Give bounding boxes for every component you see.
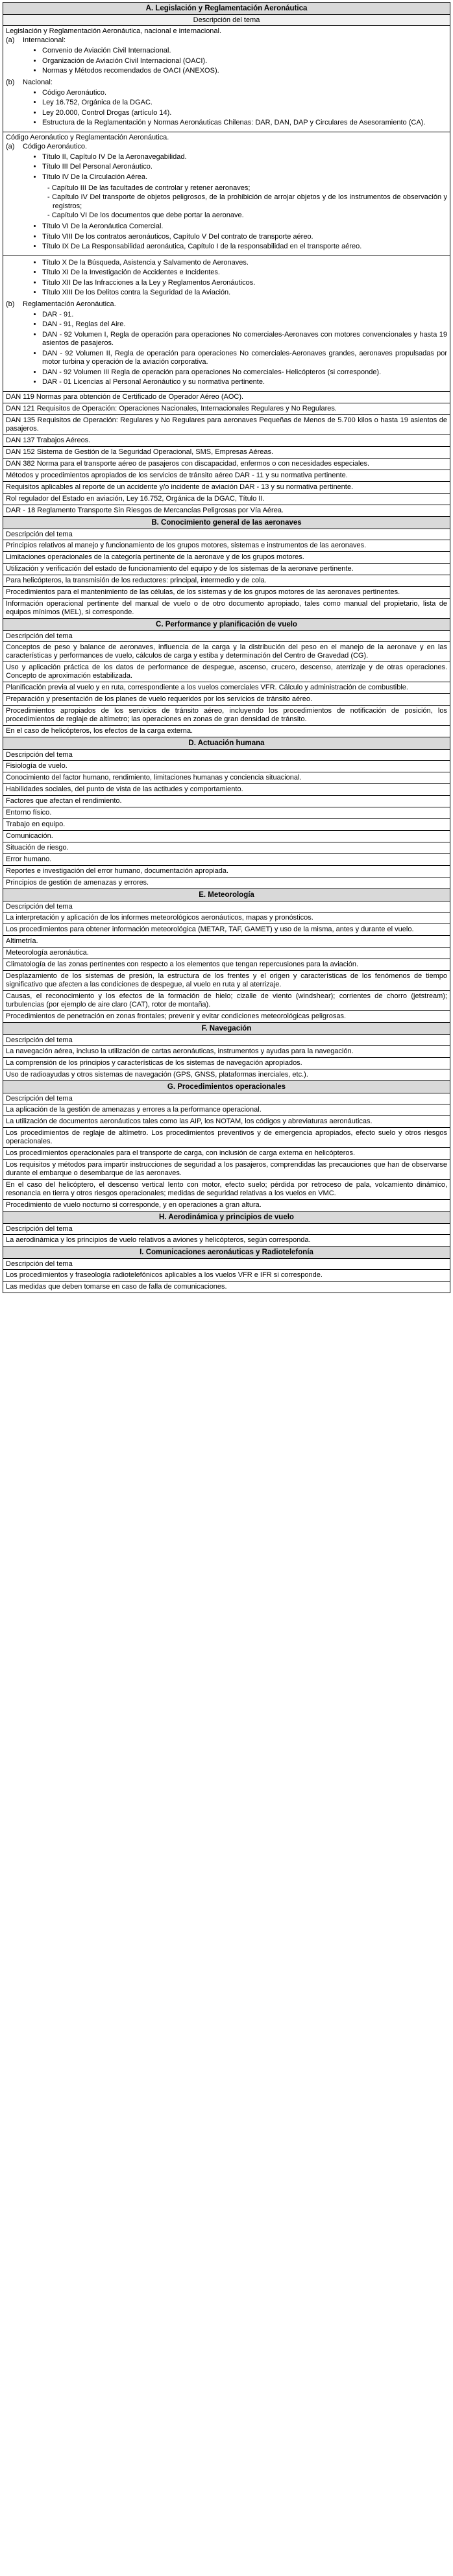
list-item: • Título IV De la Circulación Aérea. xyxy=(42,173,447,183)
section-a-description-header: Descripción del tema xyxy=(3,15,450,26)
table-row: DAR - 18 Reglamento Transporte Sin Riesgos de Mercancías Peligrosas por Vía Aérea. xyxy=(3,505,450,517)
table-row: La aerodinámica y los principios de vuelo relativos a aviones y helicópteros, según corresponda. xyxy=(3,1235,450,1246)
section-b-title: B. Conocimiento general de las aeronaves xyxy=(3,517,450,529)
table-row: Principios relativos al manejo y funcionamiento de los grupos motores, sistemas e instrumentos de las aeronaves. xyxy=(3,540,450,552)
table-row: Factores que afectan el rendimiento. xyxy=(3,796,450,807)
table-row: Desplazamiento de los sistemas de presión, la estructura de los frentes y el origen y características de los fenómenos de tiempo significativo que afecten a las condiciones de despegue, al vuelo en ruta y al aterrizaje. xyxy=(3,971,450,991)
list-item: • Título II, Capítulo IV De la Aeronavegabilidad. xyxy=(42,152,447,163)
table-row: Procedimientos de penetración en zonas frontales; prevenir y evitar condiciones meteorológicas peligrosas. xyxy=(3,1011,450,1023)
codigo-heading: Código Aeronáutico y Reglamentación Aeronáutica. xyxy=(6,133,169,141)
table-row: Los procedimientos operacionales para el transporte de carga, con inclusión de carga externa en helicópteros. xyxy=(3,1148,450,1160)
list-item: • Título VI De la Aeronáutica Comercial. xyxy=(42,222,447,232)
section-i-title: I. Comunicaciones aeronáuticas y Radiotelefonía xyxy=(3,1246,450,1259)
dash-item: - Capítulo IV Del transporte de objetos peligrosos, de la prohibición de arrojar objetos y de los instrumentos de observación y registros; xyxy=(47,193,447,210)
table-row: Uso y aplicación práctica de los datos de performance de despegue, ascenso, crucero, descenso, aterrizaje y de otras operaciones. Concepto de aproximación estabilizada. xyxy=(3,662,450,682)
section-f-title: F. Navegación xyxy=(3,1023,450,1035)
section-e-title: E. Meteorología xyxy=(3,889,450,901)
label-b: (b) xyxy=(6,78,15,86)
table-row: Fisiología de vuelo. xyxy=(3,761,450,772)
table-row: Conceptos de peso y balance de aeronaves, influencia de la carga y la distribución del peso en el manejo de la aeronave y en las características y performances de vuelo, cálculos de carga y estiba y determinación del Centro de Gravedad (CG). xyxy=(3,642,450,662)
table-row: Error humano. xyxy=(3,854,450,866)
table-row: Preparación y presentación de los planes de vuelo requeridos por los servicios de tránsito aéreo. xyxy=(3,694,450,706)
table-row: En el caso de helicópteros, los efectos de la carga externa. xyxy=(3,726,450,737)
table-row: Comunicación. xyxy=(3,831,450,842)
section-h-description-header: Descripción del tema xyxy=(3,1224,450,1235)
table-row: Procedimiento de vuelo nocturno si corresponde, y en operaciones a gran altura. xyxy=(3,1200,450,1211)
section-h-title: H. Aerodinámica y principios de vuelo xyxy=(3,1211,450,1224)
table-row: La aplicación de la gestión de amenazas y errores a la performance operacional. xyxy=(3,1104,450,1116)
table-row: Procedimientos apropiados de los servicios de tránsito aéreo, incluyendo los procedimientos de notificación de posición, los procedimientos de reglaje de altímetro; las operaciones en zonas de gran densidad de tránsito. xyxy=(3,706,450,726)
list-item: • Título IX De La Responsabilidad aeronáutica, Capítulo I de la responsabilidad en el transporte aéreo. xyxy=(42,242,447,252)
section-a-intro: Legislación y Reglamentación Aeronáutica, nacional e internacional. xyxy=(6,27,222,35)
section-d-description-header: Descripción del tema xyxy=(3,750,450,761)
table-row: Habilidades sociales, del punto de vista de las actitudes y comportamiento. xyxy=(3,784,450,796)
label-b: (b) xyxy=(6,300,15,308)
table-row: Los requisitos y métodos para impartir instrucciones de seguridad a los pasajeros, comprendidas las precauciones que han de observarse durante el embarque o desembarque de las aeronaves. xyxy=(3,1160,450,1180)
table-row: DAN 137 Trabajos Aéreos. xyxy=(3,435,450,447)
list-item: • Estructura de la Reglamentación y Normas Aeronáuticas Chilenas: DAR, DAN, DAP y Circulares de Asesoramiento (CA). xyxy=(42,118,447,128)
list-item: • Ley 20.000, Control Drogas (artículo 14). xyxy=(42,108,447,119)
table-row: Utilización y verificación del estado de funcionamiento del equipo y de los sistemas de la aeronave pertinente. xyxy=(3,564,450,575)
section-i-description-header: Descripción del tema xyxy=(3,1259,450,1270)
table-row: Limitaciones operacionales de la categoría pertinente de la aeronave y de los grupos motores. xyxy=(3,552,450,564)
table-row: Métodos y procedimientos apropiados de los servicios de tránsito aéreo DAR - 11 y su normativa pertinente. xyxy=(3,470,450,482)
list-item: • DAN - 92 Volumen II, Regla de operación para operaciones No comerciales-Aeronaves grandes, aeronaves propulsadas por motor turbina y operación de la aviación corporativa. xyxy=(42,349,447,368)
table-row: DAN 382 Norma para el transporte aéreo de pasajeros con discapacidad, enfermos o con necesidades especiales. xyxy=(3,459,450,470)
list-item: • Título XII De las Infracciones a la Ley y Reglamentos Aeronáuticos. xyxy=(42,278,447,289)
table-row: Para helicópteros, la transmisión de los reductores: principal, intermedio y de cola. xyxy=(3,575,450,587)
table-row: La interpretación y aplicación de los informes meteorológicos aeronáuticos, mapas y pronósticos. xyxy=(3,912,450,924)
section-a-titulos-reglamentacion xyxy=(3,256,450,392)
table-row: La utilización de documentos aeronáuticos tales como las AIP, los NOTAM, los códigos y abreviaturas aeronáuticas. xyxy=(3,1116,450,1128)
syllabus-table xyxy=(3,2,450,1293)
list-item: • Organización de Aviación Civil Internacional (OACI). xyxy=(42,56,447,67)
table-row: Requisitos aplicables al reporte de un accidente y/o incidente de aviación DAR - 13 y su normativa pertinente. xyxy=(3,482,450,494)
section-c-title: C. Performance y planificación de vuelo xyxy=(3,619,450,631)
table-row: Información operacional pertinente del manual de vuelo o de otro documento apropiado, tales como manual del propietario, lista de equipos mínimos (MEL), si corresponde. xyxy=(3,599,450,619)
list-item: • DAR - 91. xyxy=(42,310,447,320)
section-d-title: D. Actuación humana xyxy=(3,737,450,750)
international-label: Internacional: xyxy=(23,36,66,44)
table-row: Planificación previa al vuelo y en ruta, correspondiente a los vuelos comerciales VFR. Cálculo y administración de combustible. xyxy=(3,682,450,694)
table-row: Reportes e investigación del error humano, documentación apropiada. xyxy=(3,866,450,877)
list-item: • Título XI De la Investigación de Accidentes e Incidentes. xyxy=(42,268,447,278)
list-item: • Código Aeronáutico. xyxy=(42,88,447,99)
table-row: DAN 152 Sistema de Gestión de la Seguridad Operacional, SMS, Empresas Aéreas. xyxy=(3,447,450,459)
table-row: Causas, el reconocimiento y los efectos de la formación de hielo; cizalle de viento (windshear); corrientes de chorro (jetstream); turbulencias (por ejemplo de aire claro (CAT), rotor de montaña). xyxy=(3,991,450,1011)
section-b-description-header: Descripción del tema xyxy=(3,529,450,540)
table-row: Las medidas que deben tomarse en caso de falla de comunicaciones. xyxy=(6,1282,227,1291)
section-g-description-header: Descripción del tema xyxy=(3,1093,450,1104)
table-row: Los procedimientos y fraseología radiotelefónicos aplicables a los vuelos VFR e IFR si corresponde. xyxy=(3,1270,450,1282)
list-item: • Título XIII De los Delitos contra la Seguridad de la Aviación. xyxy=(42,288,447,298)
table-row: Altimetría. xyxy=(3,936,450,948)
table-row: Entorno físico. xyxy=(3,807,450,819)
section-g-title: G. Procedimientos operacionales xyxy=(3,1081,450,1093)
table-row: Los procedimientos para obtener información meteorológica (METAR, TAF, GAMET) y uso de la misma, antes y durante el vuelo. xyxy=(3,924,450,936)
section-a-codigo xyxy=(3,132,450,256)
list-item: • Título X De la Búsqueda, Asistencia y Salvamento de Aeronaves. xyxy=(42,258,447,268)
label-a: (a) xyxy=(6,36,15,44)
list-item: • DAN - 92 Volumen I, Regla de operación para operaciones No comerciales-Aeronaves con motores convencionales y hasta 19 asientos de pasajeros. xyxy=(42,330,447,349)
section-a-title: A. Legislación y Reglamentación Aeronáutica xyxy=(3,3,450,15)
table-row: Procedimientos para el mantenimiento de las células, de los sistemas y de los grupos motores de las aeronaves pertinentes. xyxy=(3,587,450,599)
table-row: Rol regulador del Estado en aviación, Ley 16.752, Orgánica de la DGAC, Título II. xyxy=(3,494,450,505)
list-item: • Convenio de Aviación Civil Internacional. xyxy=(42,46,447,56)
table-row: Situación de riesgo. xyxy=(3,842,450,854)
table-row: Climatología de las zonas pertinentes con respecto a los elementos que tengan repercusiones para la aviación. xyxy=(3,959,450,971)
table-row: DAN 135 Requisitos de Operación: Regulares y No Regulares para aeronaves Pequeñas de Menos de 5.700 kilos o hasta 19 asientos de pasajeros. xyxy=(3,415,450,435)
section-e-description-header: Descripción del tema xyxy=(3,901,450,912)
reglamentacion-label: Reglamentación Aeronáutica. xyxy=(23,300,116,308)
label-a: (a) xyxy=(6,142,15,150)
section-c-description-header: Descripción del tema xyxy=(3,631,450,642)
list-item: • DAN - 92 Volumen III Regla de operación para operaciones No comerciales- Helicópteros (si corresponde). xyxy=(42,368,447,378)
codigo-label: Código Aeronáutico. xyxy=(23,142,88,150)
list-item: • Título VIII De los contratos aeronáuticos, Capítulo V Del contrato de transporte aéreo. xyxy=(42,232,447,243)
list-item: • Ley 16.752, Orgánica de la DGAC. xyxy=(42,98,447,108)
table-row: Uso de radioayudas y otros sistemas de navegación (GPS, GNSS, plataformas inerciales, etc.). xyxy=(3,1069,450,1081)
table-row: En el caso del helicóptero, el descenso vertical lento con motor, efecto suelo; pérdida por retroceso de pala, volcamiento dinámico, resonancia en tierra y otros riesgos operacionales; medidas de seguridad relativas a los vuelos en VMC. xyxy=(3,1180,450,1200)
table-row: Principios de gestión de amenazas y errores. xyxy=(3,877,450,889)
list-item: • Título III Del Personal Aeronáutico. xyxy=(42,162,447,173)
table-row: Los procedimientos de reglaje de altímetro. Los procedimientos preventivos y de emergencia apropiados, efecto suelo y otros riesgos operacionales. xyxy=(3,1128,450,1148)
list-item: • DAN - 91, Reglas del Aire. xyxy=(42,320,447,330)
dash-item: - Capítulo VI De los documentos que debe portar la aeronave. xyxy=(47,211,244,219)
table-row: Meteorología aeronáutica. xyxy=(3,948,450,959)
list-item: • Normas y Métodos recomendados de OACI (ANEXOS). xyxy=(42,66,447,77)
table-row: La navegación aérea, incluso la utilización de cartas aeronáuticas, instrumentos y ayudas para la navegación. xyxy=(3,1046,450,1058)
national-label: Nacional: xyxy=(23,78,53,86)
section-f-description-header: Descripción del tema xyxy=(3,1035,450,1046)
list-item: • DAR - 01 Licencias al Personal Aeronáutico y su normativa pertinente. xyxy=(42,377,447,388)
dash-item: - Capítulo III De las facultades de controlar y retener aeronaves; xyxy=(47,184,251,192)
table-row: DAN 121 Requisitos de Operación: Operaciones Nacionales, Internacionales Regulares y No Regulares. xyxy=(3,403,450,415)
table-row: DAN 119 Normas para obtención de Certificado de Operador Aéreo (AOC). xyxy=(3,392,450,403)
section-a-international-national xyxy=(3,26,450,132)
table-row: Trabajo en equipo. xyxy=(3,819,450,831)
table-row: Conocimiento del factor humano, rendimiento, limitaciones humanas y conciencia situacional. xyxy=(3,772,450,784)
table-row: La comprensión de los principios y características de los sistemas de navegación apropiados. xyxy=(3,1058,450,1069)
